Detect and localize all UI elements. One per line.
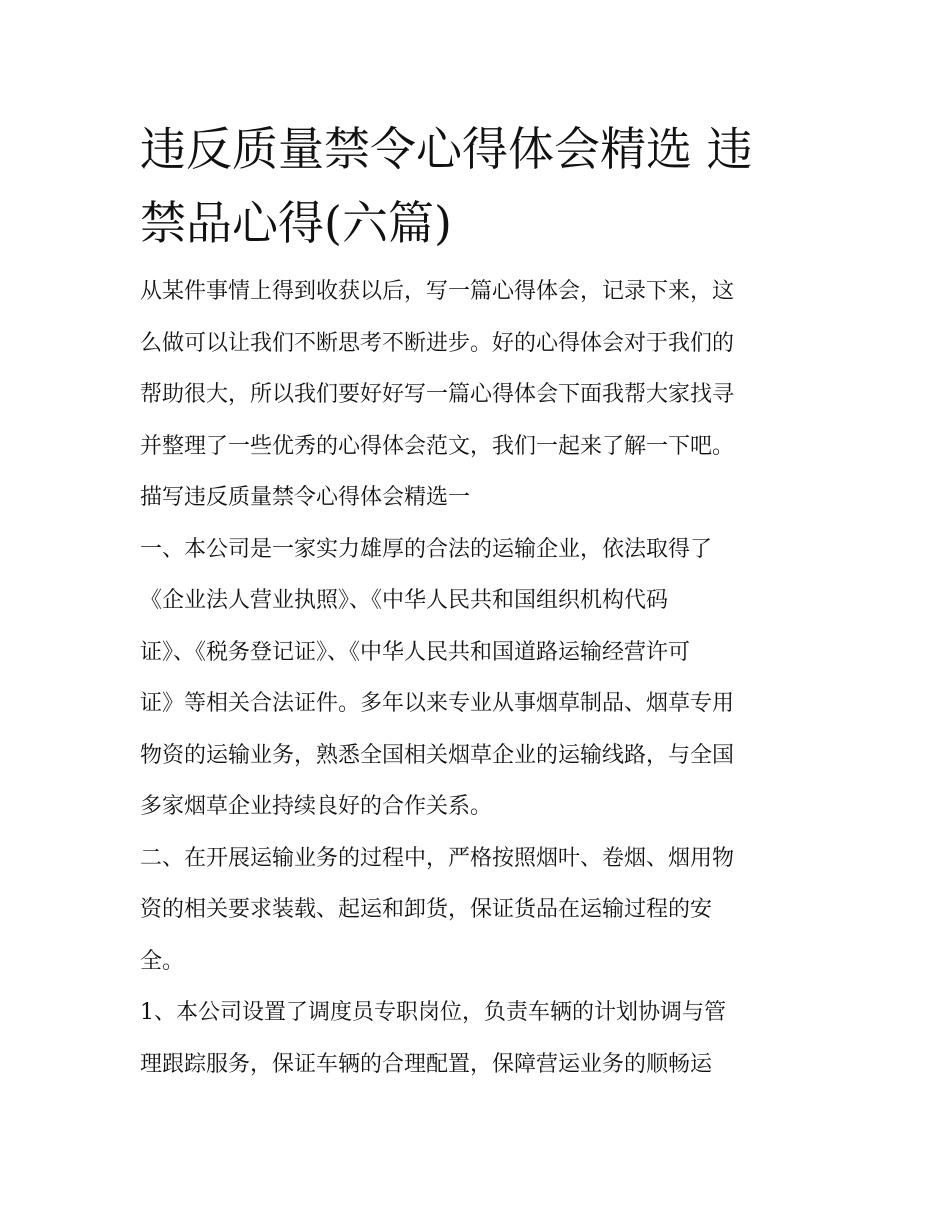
body-line: 一、本公司是一家实力雄厚的合法的运输企业，依法取得了 <box>140 536 713 562</box>
body-line: 从某件事情上得到收获以后，写一篇心得体会，记录下来，这 <box>140 279 735 304</box>
body-line: 资的相关要求装载、起运和卸货，保证货品在运输过程的安 <box>140 897 713 922</box>
body-line: 并整理了一些优秀的心得体会范文，我们一起来了解一下吧。 <box>140 433 735 459</box>
body-line: 理跟踪服务，保证车辆的合理配置，保障营运业务的顺畅运 <box>140 1051 713 1077</box>
body-line: 《企业法人营业执照》、《中华人民共和国组织机构代码 <box>140 588 669 613</box>
body-line: 么做可以让我们不断思考不断进步。好的心得体会对于我们的 <box>140 330 735 356</box>
document-page <box>140 112 812 1090</box>
section-heading: 描写违反质量禁令心得体会精选一 <box>140 485 471 510</box>
body-line: 证》、《税务登记证》、《中华人民共和国道路运输经营许可 <box>140 639 691 665</box>
body-line: 1、本公司设置了调度员专职岗位，负责车辆的计划协调与管 <box>140 1000 726 1025</box>
body-line: 证》等相关合法证件。多年以来专业从事烟草制品、烟草专用 <box>140 691 735 716</box>
title-line-2: 禁品心得(六篇) <box>140 196 452 250</box>
body-line: 多家烟草企业持续良好的合作关系。 <box>140 794 493 819</box>
body-line: 物资的运输业务，熟悉全国相关烟草企业的运输线路，与全国 <box>140 742 735 768</box>
document-title <box>140 112 812 260</box>
body-line: 二、在开展运输业务的过程中，严格按照烟叶、卷烟、烟用物 <box>140 845 735 871</box>
body-line: 全。 <box>140 948 185 974</box>
body-line: 帮助很大，所以我们要好好写一篇心得体会下面我帮大家找寻 <box>140 382 735 407</box>
title-line-1: 违反质量禁令心得体会精选 违 <box>140 122 753 176</box>
document-body <box>140 266 812 1090</box>
